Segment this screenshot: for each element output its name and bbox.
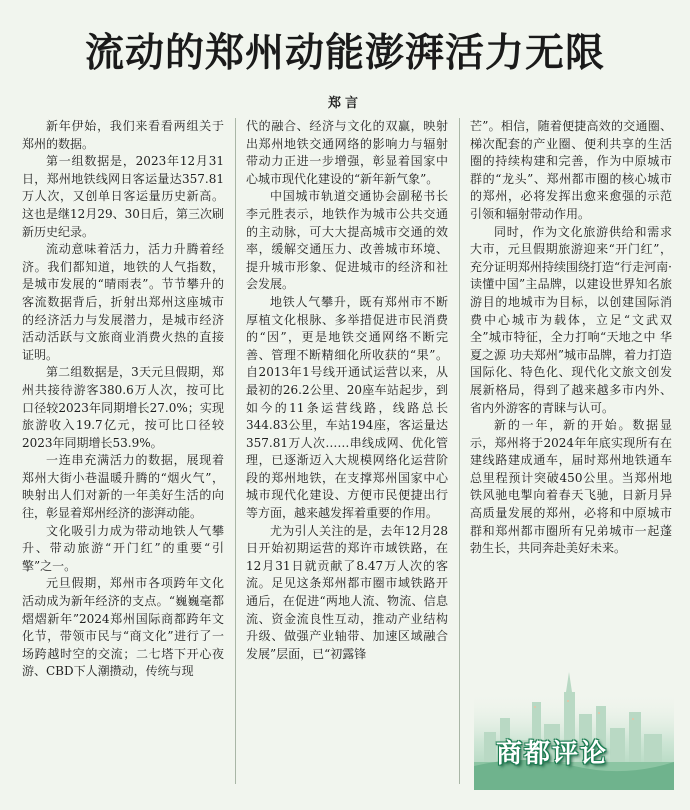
paragraph: 一连串充满活力的数据，展现着郑州大街小巷温暖升腾的“烟火气”，映射出人们对新的一年美好生活的向往，彰显着郑州经济的澎湃动能。 (22, 453, 224, 521)
paragraph: 新的一年，新的开始。数据显示，郑州将于2024年年底实现所有在建线路建成通车，届时郑州地铁通车总里程预计突破450公里。当郑州地铁风驰电掣向着春天飞驰，日新月异高质量发展的郑州，必将和中原城市群和郑州都市圈所有兄弟城市一起蓬勃生长，共同奔赴美好未来。 (470, 418, 672, 556)
column-badge: 商都评论 (496, 739, 609, 769)
column-divider (459, 118, 460, 784)
article-column-2 (246, 118, 448, 663)
skyline-graphic (474, 662, 674, 790)
paragraph: 中国城市轨道交通协会副秘书长李元胜表示，地铁作为城市公共交通的主动脉，可大大提高城市交通的效率，缓解交通压力、改善城市环境、提升城市形象、促进城市的经济和社会发展。 (246, 189, 448, 292)
paragraph: 流动意味着活力，活力升腾着经济。我们都知道，地铁的人气指数，是城市发展的“晴雨表”。节节攀升的客流数据背后，折射出郑州这座城市的经济活力与发展潜力，是城市经济活动活跃与文旅商业消费火热的直接证明。 (22, 242, 224, 362)
paragraph: 第一组数据是，2023年12月31日，郑州地铁线网日客运量达357.81万人次，又创单日客运量历史新高。这也是继12月29、30日后，第三次刷新历史纪录。 (22, 154, 224, 239)
paragraph: 地铁人气攀升，既有郑州市不断厚植文化根脉、多举措促进市民消费的“因”，更是地铁交通网络不断完善、管理不断精细化所收获的“果”。自2013年1号线开通试运营以来，从最初的26.2公里、20座车站起步，到如今的11条运营线路，线路总长344.83公里，车站194座，客运量达357.81万人次……串线成网、优化管理，已逐渐迈入大规模网络化运营阶段的郑州地铁，在支撑郑州国家中心城市现代化建设、方便市民便捷出行等方面，越来越发挥着重要的作用。 (246, 294, 448, 521)
paragraph: 文化吸引力成为带动地铁人气攀升、带动旅游“开门红”的重要“引擎”之一。 (22, 523, 224, 573)
paragraph: 元旦假期，郑州市各项跨年文化活动成为新年经济的支点。“巍巍毫都熠熠新年”2024郑州国际商都跨年文化节，带领市民与“商文化”进行了一场跨越时空的交流；二七塔下开心夜游、CBD下人潮攒动，传统与现 (22, 576, 224, 679)
article-column-1 (22, 118, 224, 681)
paragraph: 同时，作为文化旅游供给和需求大市，元旦假期旅游迎来“开门红”，充分证明郑州持续围绕打造“行走河南·读懂中国”主品牌，以建设世界知名旅游目的地城市为目标，以创建国际消费中心城市为载体，立足“文武双全”城市特征，全力打响“天地之中 华夏之源 功夫郑州”城市品牌，着力打造国际化、特色化、现代化文旅文创发展新格局，得到了越来越多市内外、省内外游客的青睐与认可。 (470, 224, 672, 415)
paragraph-continued: 代的融合、经济与文化的双赢，映射出郑州地铁交通网络的影响力与辐射带动力正进一步增强，彰显着国家中心城市现代化建设的“新年新气象”。 (246, 119, 448, 186)
city-skyline-illustration (474, 662, 674, 790)
paragraph: 第二组数据是，3天元旦假期，郑州共接待游客380.6万人次，按可比口径较2023年同期增长27.0%；实现旅游收入19.7亿元，按可比口径较2023年同期增长53.9%。 (22, 365, 224, 450)
column-divider (235, 118, 236, 784)
paragraph: 尤为引人关注的是，去年12月28日开始初期运营的郑许市域铁路，在12月31日就贡献了8.47万人次的客流。足见这条郑州都市圈市域铁路开通后，在促进“两地人流、物流、信息流、资金流良性互动，推动产业结构升级、做强产业轴带、加速区域融合发展”层面，已“初露锋 (246, 523, 448, 661)
paragraph-continued: 芒”。相信，随着便捷高效的交通圈、梯次配套的产业圈、便利共享的生活圈的持续构建和完善，作为中原城市群的“龙头”、郑州都市圈的核心城市的郑州，必将发挥出愈来愈强的示范引领和辐射带动作用。 (470, 119, 672, 221)
paragraph: 新年伊始，我们来看看两组关于郑州的数据。 (22, 119, 224, 151)
article-author: 郑言 (327, 96, 362, 111)
article-column-3 (470, 118, 672, 558)
article-title: 流动的郑州动能澎湃活力无限 (84, 31, 605, 76)
